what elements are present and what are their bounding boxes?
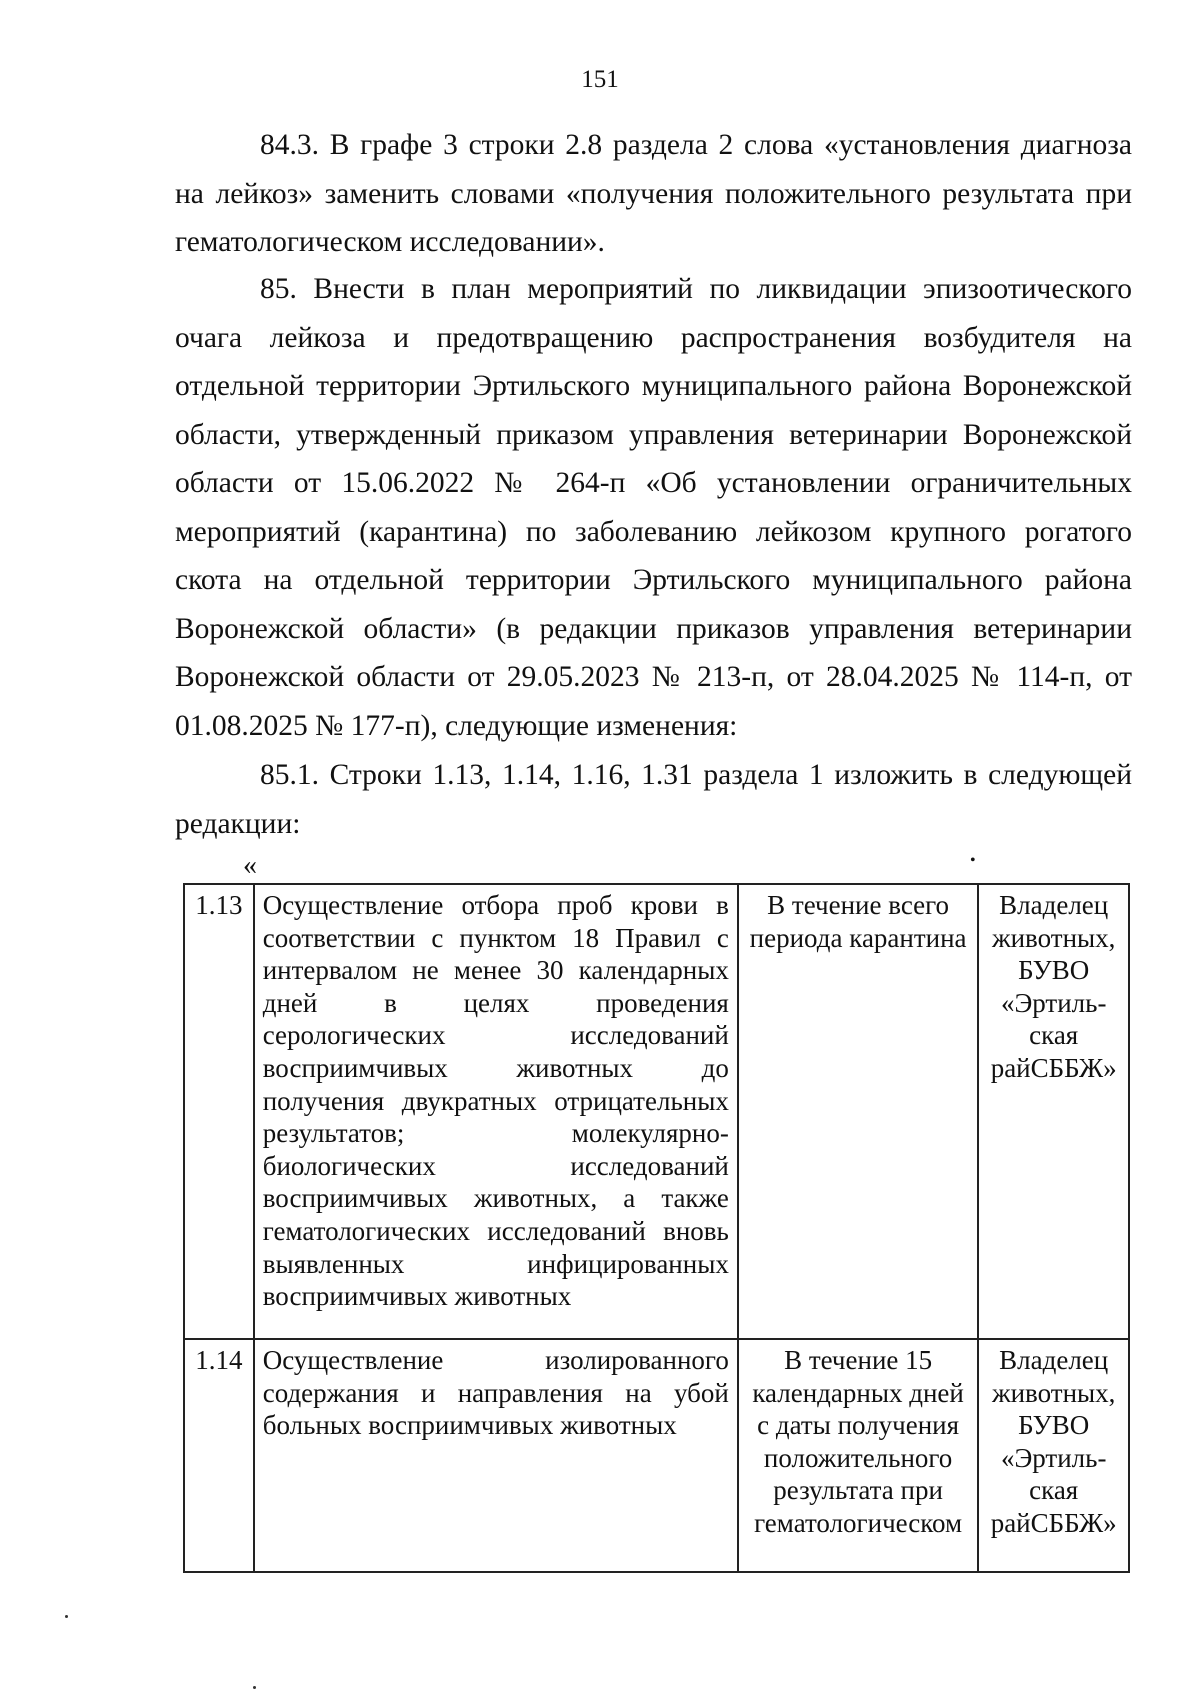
measure-term: В течение 15 календарных дней с даты получения положительного результата при гематологическом: [738, 1339, 979, 1572]
stray-mark: •: [970, 852, 976, 869]
measures-table: [183, 883, 1130, 1573]
scan-speck: [253, 1686, 256, 1689]
measure-responsible: Владелец животных, БУВО «Эртиль-ская райСББЖ»: [978, 884, 1129, 1339]
scan-speck: [65, 1615, 68, 1618]
row-number: 1.14: [184, 1339, 254, 1572]
table-row: [184, 1339, 1129, 1572]
measure-description: Осуществление отбора проб крови в соответствии с пунктом 18 Правил с интервалом не менее 30 календарных дней в целях проведения серологических исследований восприимчивых животных до получения двукратных отрицательных результатов; молекулярно-биологических исследований восприимчивых животных, а также гематологических исследований вновь выявленных инфицированных восприимчивых животных: [254, 884, 738, 1339]
page-number: 151: [581, 66, 619, 93]
paragraph-85-1: 85.1. Строки 1.13, 1.14, 1.16, 1.31 раздела 1 изложить в следующей редакции:: [175, 759, 1132, 840]
opening-quote-mark: «: [243, 850, 257, 881]
row-number: 1.13: [184, 884, 254, 1339]
paragraph-85: 85. Внести в план мероприятий по ликвидации эпизоотического очага лейкоза и предотвращению распространения возбудителя на отдельной территории Эртильского муниципального района Воронежской области, утвержденный приказом управления ветеринарии Воронежской области от 15.06.2022 № 264-п «Об установлении ограничительных мероприятий (карантина) по заболеванию лейкозом крупного рогатого скота на отдельной территории Эртильского муниципального района Воронежской области» (в редакции приказов управления ветеринарии Воронежской области от 29.05.2023 № 213-п, от 28.04.2025 № 114-п, от 01.08.2025 № 177-п), следующие изменения:: [175, 273, 1132, 742]
measure-description: Осуществление изолированного содержания и направления на убой больных восприимчивых животных: [254, 1339, 738, 1572]
table-row: [184, 884, 1129, 1339]
measure-responsible: Владелец животных, БУВО «Эртиль-ская райСББЖ»: [978, 1339, 1129, 1572]
measure-term: В течение всего периода карантина: [738, 884, 979, 1339]
paragraph-84-3: 84.3. В графе 3 строки 2.8 раздела 2 слова «установления диагноза на лейкоз» заменить словами «получения положительного результата при гематологическом исследовании».: [175, 129, 1132, 258]
